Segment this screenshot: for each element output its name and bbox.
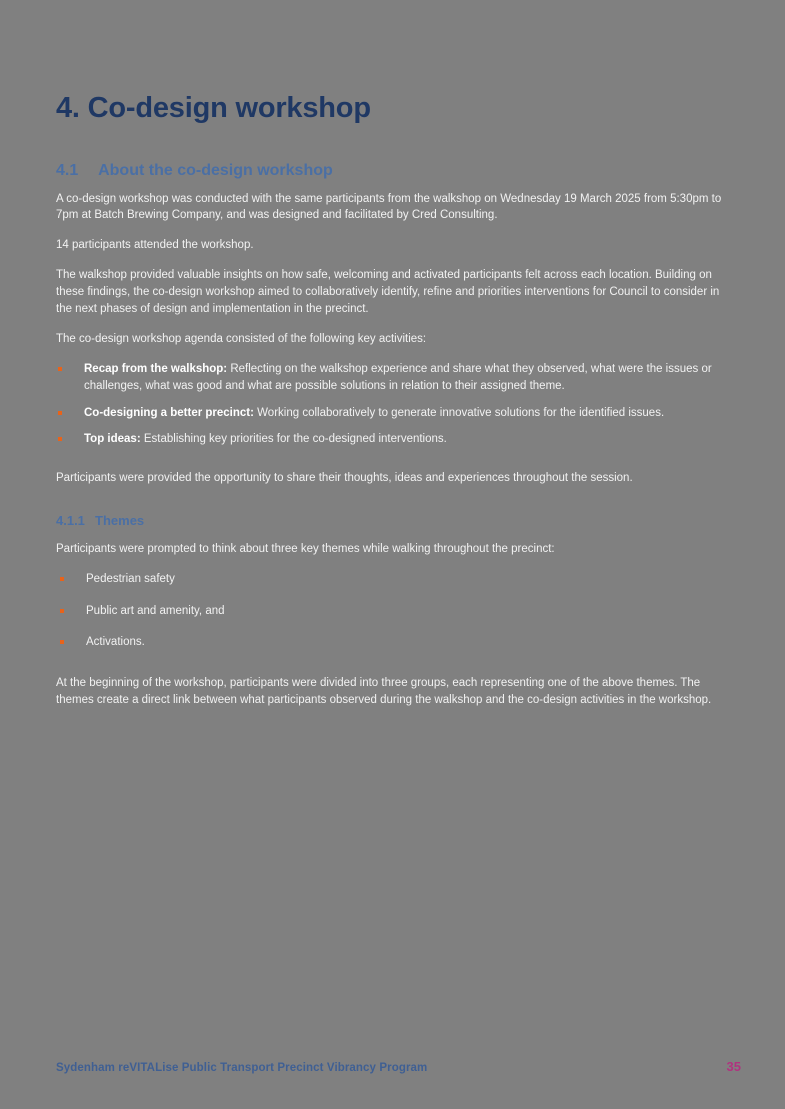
theme-label: Activations.	[86, 636, 145, 649]
paragraph-opportunity: Participants were provided the opportunity to share their thoughts, ideas and experiences throughout the session.	[56, 472, 633, 485]
bullet-square-icon	[60, 640, 64, 644]
agenda-item-text: Reflecting on the walkshop experience and share what they observed, what were the issues or challenges, what was good and what are possible solutions in relation to their assigned theme.	[84, 362, 712, 392]
list-item	[56, 603, 732, 620]
paragraph-agenda-lead-in: The co-design workshop agenda consisted of the following key activities:	[56, 332, 427, 345]
agenda-item-lead: Recap from the walkshop:	[84, 362, 228, 375]
footer-document-title: Sydenham reVITALise Public Transport Precinct Vibrancy Program	[56, 1062, 428, 1074]
themes-list	[56, 571, 732, 652]
bullet-square-icon	[58, 367, 62, 371]
list-item	[56, 634, 732, 651]
agenda-item-lead: Co-designing a better precinct:	[84, 406, 254, 419]
list-item	[56, 431, 732, 448]
footer-page-number: 35	[726, 1059, 741, 1074]
page-content	[56, 92, 732, 722]
page-footer	[56, 1059, 741, 1074]
paragraph-insights: The walkshop provided valuable insights on how safe, welcoming and activated participants felt across each location. Building on these findings, the co-design workshop aimed to collaboratively identify, refine and priorities interventions for Council to consider in the next phases of design and implementation in the precinct.	[56, 269, 720, 315]
agenda-item-lead: Top ideas:	[84, 433, 141, 446]
section-heading-4-1: 4.1 About the co-design workshop	[56, 162, 333, 180]
bullet-square-icon	[60, 577, 64, 581]
paragraph-themes-intro: Participants were prompted to think about three key themes while walking throughout the precinct:	[56, 542, 555, 555]
list-item	[56, 405, 732, 422]
theme-label: Public art and amenity, and	[86, 604, 225, 617]
subsection-heading-4-1-1: 4.1.1 Themes	[56, 513, 145, 529]
bullet-square-icon	[58, 411, 62, 415]
page-title: 4. Co-design workshop	[56, 92, 371, 124]
paragraph-participant-count: 14 participants attended the workshop.	[56, 239, 254, 252]
theme-label: Pedestrian safety	[86, 572, 175, 585]
agenda-item-text: Working collaboratively to generate innovative solutions for the identified issues.	[253, 406, 665, 419]
agenda-item-text: Establishing key priorities for the co-designed interventions.	[140, 433, 447, 446]
spacer	[56, 666, 732, 675]
agenda-list	[56, 361, 732, 449]
spacer	[56, 461, 732, 470]
paragraph-intro: A co-design workshop was conducted with the same participants from the walkshop on Wednesday 19 March 2025 from 5:30pm to 7pm at Batch Brewing Company, and was designed and facilitated by Cred Consulting.	[56, 192, 722, 222]
list-item	[56, 571, 732, 588]
paragraph-themes-outro: At the beginning of the workshop, participants were divided into three groups, each representing one of the above themes. The themes create a direct link between what participants observed during the walkshop and the co-design activities in the workshop.	[56, 677, 712, 707]
list-item	[56, 361, 732, 395]
bullet-square-icon	[58, 437, 62, 441]
bullet-square-icon	[60, 609, 64, 613]
